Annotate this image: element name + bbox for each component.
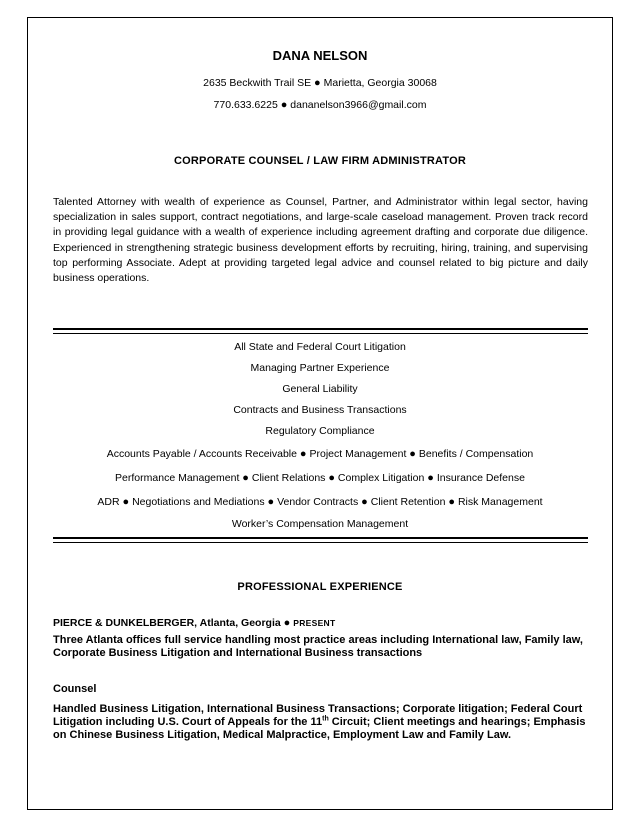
skill-item: Vendor Contracts [277,496,359,508]
skill-item: Performance Management [115,472,240,484]
city-state-zip: Marietta, Georgia 30068 [323,77,437,89]
skill-item: Regulatory Compliance [265,425,375,437]
separator-icon: ● [314,77,321,89]
employer-description: Three Atlanta offices full service handling most practice areas including International law, Family law, Corporate Business Litigation and International Business transactions [53,634,583,659]
street-address: 2635 Beckwith Trail SE [203,77,312,89]
skill-item: Contracts and Business Transactions [233,404,407,416]
address-line [27,77,613,89]
skill-item: Worker’s Compensation Management [231,518,409,530]
employer-line [53,617,335,629]
separator-icon: ● [122,496,130,508]
skill-item: Risk Management [457,496,543,508]
skills-block [27,337,613,535]
skill-item: General Liability [282,383,358,395]
skill-item: Accounts Payable / Accounts Receivable [106,448,297,460]
phone-number: 770.633.6225 [213,99,278,111]
employer-name: PIERCE & DUNKELBERGER, Atlanta, Georgia [53,617,281,629]
skill-item: Benefits / Compensation [418,448,534,460]
separator-icon: ● [328,472,335,484]
experience-heading: PROFESSIONAL EXPERIENCE [237,581,403,593]
job-role: Counsel [53,683,97,695]
email-address: dananelson3966@gmail.com [290,99,427,111]
skill-item: ADR [97,496,120,508]
skill-item: Client Retention [370,496,446,508]
skill-item: Complex Litigation [337,472,425,484]
professional-title: CORPORATE COUNSEL / LAW FIRM ADMINISTRATOR [174,155,466,167]
separator-icon: ● [448,496,456,508]
skill-row [27,442,613,466]
skill-item: Negotiations and Mediations [132,496,265,508]
separator-icon: ● [267,496,275,508]
skill-row [27,466,613,490]
job-duties: Handled Business Litigation, International Business Transactions; Corporate litigation; Federal Court Litigation including U.S. Court of Appeals for the 11th Circuit; Client meetings and hearings; Emphasis on Chinese Business Litigation, Medical Malpractice, Employment Law and Family Law. [53,703,586,742]
skill-item: Client Relations [251,472,326,484]
candidate-name: DANA NELSON [272,48,368,63]
employment-period: PRESENT [293,618,336,628]
separator-icon: ● [299,448,307,460]
skill-item: Insurance Defense [436,472,525,484]
skill-item: Managing Partner Experience [250,362,390,374]
section-divider-bottom [53,537,588,543]
section-divider-top [53,328,588,334]
separator-icon: ● [280,99,288,111]
skill-item: Project Management [309,448,407,460]
separator-icon: ● [242,472,249,484]
separator-icon: ● [361,496,368,508]
skill-row [27,490,613,514]
summary-paragraph: Talented Attorney with wealth of experience as Counsel, Partner, and Administrator within legal sector, having specialization in sales support, contract negotiations, and large-scale caseload management. Proven track record in providing legal guidance with a wealth of experience including agreement drafting and corporate due diligence. Experienced in strengthening strategic business development efforts by recruiting, hiring, training, and supervising top performing Associate. Adept at providing targeted legal advice and counsel related to big picture and daily business operations. [53,196,588,285]
separator-icon: ● [427,472,434,484]
separator-icon: ● [409,448,416,460]
contact-line [27,99,613,111]
separator-icon: ● [283,617,291,629]
skill-item: All State and Federal Court Litigation [234,341,406,353]
